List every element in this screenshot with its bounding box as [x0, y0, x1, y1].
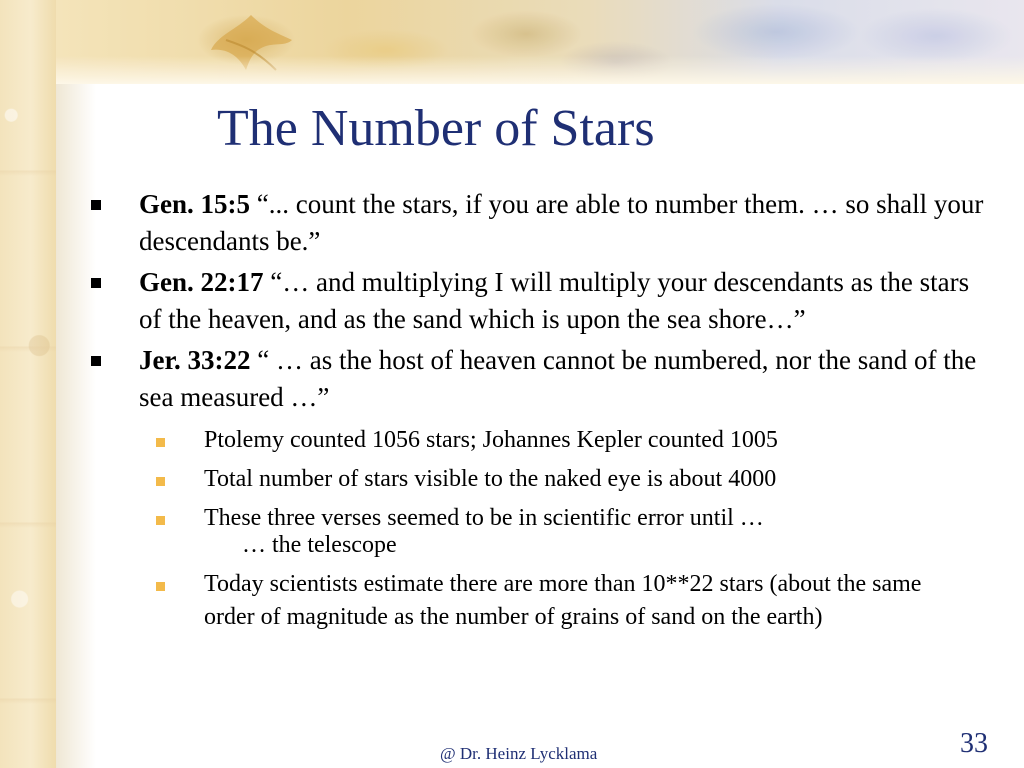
- bullet-gen-15-5: [88, 186, 988, 260]
- page-number: 33: [960, 728, 988, 759]
- sub-bullet-continuation: … the telescope: [242, 532, 397, 558]
- sub-bullet-naked-eye: [88, 463, 988, 496]
- verse-reference: Gen. 15:5: [139, 189, 250, 219]
- verse-reference: Jer. 33:22: [139, 345, 251, 375]
- sub-bullet-list: [139, 424, 988, 634]
- orange-square-bullet-icon: [156, 438, 165, 447]
- verse-text: “... count the stars, if you are able to number them. … so shall your descendants be.”: [139, 189, 984, 256]
- bullet-list: [88, 186, 988, 640]
- top-decorative-banner: [56, 0, 1024, 84]
- slide-title: The Number of Stars: [217, 100, 655, 157]
- orange-square-bullet-icon: [156, 477, 165, 486]
- sub-bullet-ptolemy: [88, 424, 988, 457]
- sub-bullet-today-estimate: [88, 568, 988, 634]
- orange-square-bullet-icon: [156, 582, 165, 591]
- bullet-jer-33-22: [88, 342, 988, 634]
- left-parchment-strip: [0, 0, 56, 768]
- square-bullet-icon: [91, 200, 101, 210]
- verse-text: “ … as the host of heaven cannot be numbered, nor the sand of the sea measured …”: [139, 345, 977, 412]
- leaf-icon: [206, 10, 296, 80]
- sub-bullet-text: Today scientists estimate there are more than 10**22 stars (about the same order of magnitude as the number of grains of sand on the earth): [204, 571, 922, 630]
- sub-bullet-text: These three verses seemed to be in scientific error until …: [204, 505, 764, 531]
- sub-bullet-text: Total number of stars visible to the naked eye is about 4000: [204, 466, 777, 492]
- verse-reference: Gen. 22:17: [139, 267, 264, 297]
- square-bullet-icon: [91, 278, 101, 288]
- verse-text: “… and multiplying I will multiply your descendants as the stars of the heaven, and as the sand which is upon the sea shore…”: [139, 267, 970, 334]
- footer-credit: @ Dr. Heinz Lycklama: [440, 744, 598, 763]
- square-bullet-icon: [91, 356, 101, 366]
- sub-bullet-text: Ptolemy counted 1056 stars; Johannes Kepler counted 1005: [204, 427, 778, 453]
- orange-square-bullet-icon: [156, 516, 165, 525]
- sub-bullet-scientific-error: [88, 502, 988, 562]
- bullet-gen-22-17: [88, 264, 988, 338]
